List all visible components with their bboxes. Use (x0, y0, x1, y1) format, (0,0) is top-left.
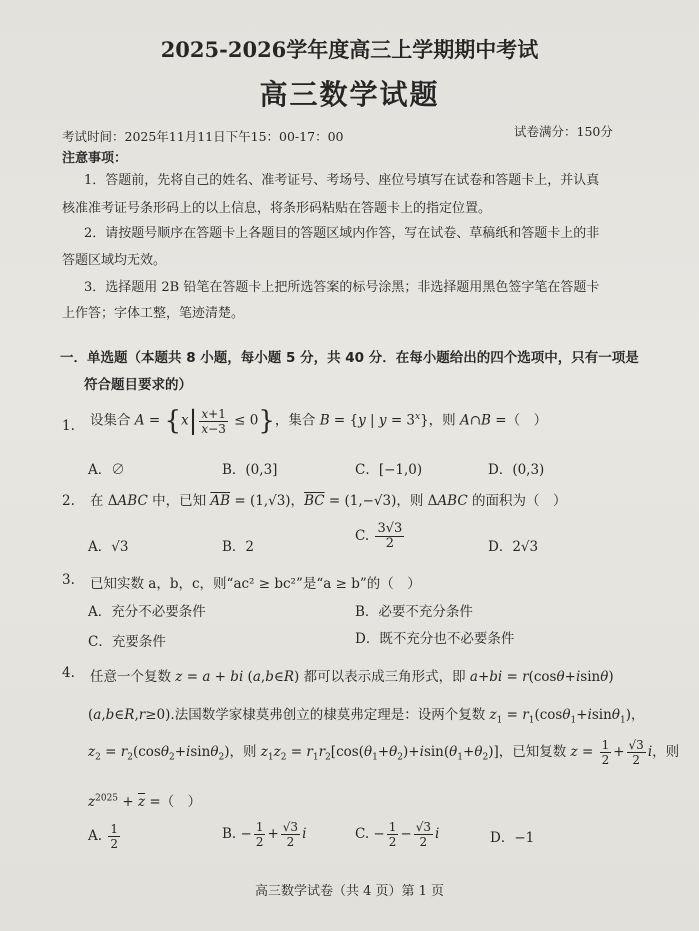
q4-stem-line-1: 任意一个复数 z = a + bi (a,b∈R) 都可以表示成三角形式，即 a+bi = r(cosθ+isinθ) (90, 669, 614, 685)
q1-option-c: C．[−1,0) (355, 462, 423, 478)
q1-number: 1. (62, 418, 75, 434)
q1-option-d: D．(0,3) (488, 462, 545, 478)
q4-option-b: B. − $\frac{1}{2}$ + $\frac{√3}{2}$ i (222, 820, 307, 849)
section-heading-line-1: 一．单选题（本题共 8 小题，每小题 5 分，共 40 分．在每小题给出的四个选项中，只有一项是 (60, 350, 639, 366)
paper-title: 高三数学试题 (259, 78, 440, 111)
q1-option-b: B．(0,3] (222, 462, 278, 478)
note-2-line-2: 答题区域均无效。 (62, 253, 167, 268)
q4-option-a: A. $\frac{1}{2}$ (88, 822, 118, 851)
exam-title: 2025-2026学年度高三上学期期中考试 (160, 37, 539, 62)
q1-option-a: A．∅ (88, 462, 125, 478)
q4-number: 4. (62, 665, 75, 681)
q3-option-c: C．充要条件 (88, 634, 166, 650)
q4-option-d: D．−1 (490, 830, 535, 846)
q1-stem: 设集合 A = {x| $\frac{x+1}{x-3}$ ≤ 0}，集合 B = {y | $y = 3^x$}，则 A∩B =（ ） (90, 406, 548, 436)
q2-option-a: A．√3 (88, 539, 129, 555)
q2-option-d: D．2√3 (488, 539, 539, 555)
q3-number: 3. (62, 572, 75, 588)
q3-stem: 已知实数 a，b，c，则“ac² ≥ bc²”是“a ≥ b”的（ ） (90, 576, 421, 592)
q2-stem: 在 ΔABC 中，已知 $\overline{AB} = (1,√3)$，$\overline{BC} = (1,-√3)$，则 ΔABC 的面积为（ ） (90, 493, 567, 509)
full-score: 试卷满分：150分 (514, 124, 613, 139)
q3-option-d: D．既不充分也不必要条件 (355, 631, 515, 647)
q4-option-c: C. − $\frac{1}{2}$ − $\frac{√3}{2}$ i (355, 820, 440, 849)
q4-stem-line-4: $z^{2025} + \overline{z}$ =（ ） (88, 793, 202, 810)
q2-option-b: B．2 (222, 539, 255, 555)
q3-option-b: B．必要不充分条件 (355, 604, 473, 620)
note-1-line-2: 核准准考证号条形码上的以上信息，将条形码粘贴在答题卡上的指定位置。 (62, 201, 492, 216)
note-1-line-1: 1．答题前，先将自己的姓名、准考证号、考场号、座位号填写在试卷和答题卡上，并认真 (84, 173, 600, 188)
notes-heading: 注意事项： (62, 151, 128, 166)
q3-option-a: A．充分不必要条件 (88, 604, 206, 620)
note-3-line-1: 3．选择题用 2B 铅笔在答题卡上把所选答案的标号涂黑；非选择题用黑色签字笔在答题卡 (84, 280, 600, 295)
page-footer: 高三数学试卷（共 4 页）第 1 页 (254, 884, 445, 899)
q2-number: 2. (62, 493, 75, 509)
q4-stem-line-2: (a,b∈R,r≥0).法国数学家棣莫弗创立的棣莫弗定理是：设两个复数 $z_1 = r_1(\cos\theta_1+isin\theta_1)$， (88, 707, 645, 726)
section-heading-line-2: 符合题目要求的） (84, 377, 192, 393)
q2-option-c: C. $\frac{3√3}{2}$ (355, 521, 403, 551)
note-3-line-2: 上作答；字体工整，笔迹清楚。 (62, 306, 245, 321)
q4-stem-line-3: $z_2 = r_2(\cos\theta_2+isin\theta_2)$，则 $z_1z_2 = r_1r_2[\cos(\theta_1+\theta_2)+isin(\theta_1+\theta_2)]$，已知复数 z = $\frac{1}{2}$ + $\frac{√3}{2}$ i，则 (88, 738, 680, 767)
note-2-line-1: 2．请按题号顺序在答题卡上各题目的答题区域内作答，写在试卷、草稿纸和答题卡上的非 (84, 226, 600, 241)
exam-time: 考试时间：2025年11月11日下午15：00-17：00 (62, 129, 344, 144)
